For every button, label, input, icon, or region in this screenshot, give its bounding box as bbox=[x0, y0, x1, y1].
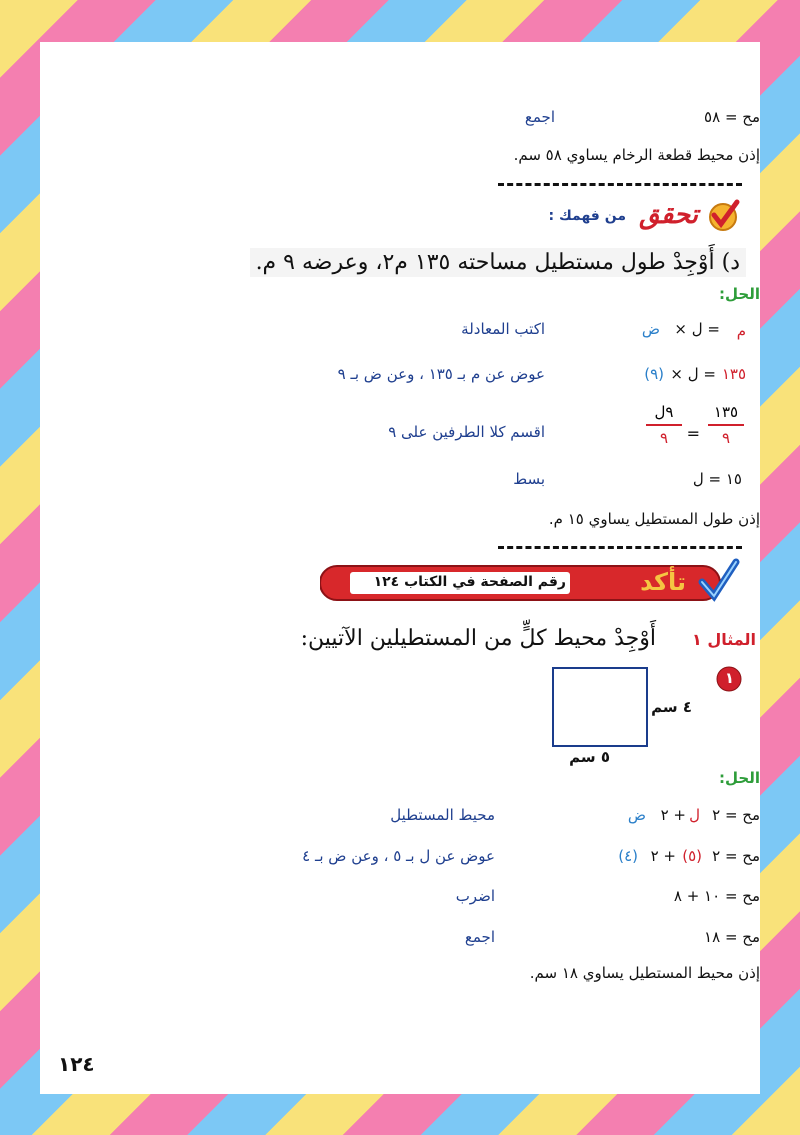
eq1-w: ض bbox=[641, 320, 660, 338]
eq2-w: (٩) bbox=[644, 365, 664, 383]
example-label: المثال ١ bbox=[692, 630, 756, 649]
frac-equals: = bbox=[686, 424, 700, 443]
reason-substitute: عوض عن م بـ ١٣٥ ، وعن ض بـ ٩ bbox=[337, 365, 545, 383]
ex-eq2-l: (٥) bbox=[682, 847, 702, 865]
confirm-check-icon bbox=[696, 558, 740, 602]
ex-eq3: مح = ١٠ + ٨ bbox=[673, 887, 760, 905]
check-subtitle: من فهمك : bbox=[548, 208, 626, 224]
reason-simplify: بسط bbox=[513, 470, 545, 488]
page-number: ١٢٤ bbox=[58, 1052, 95, 1076]
conclusion-marble: إذن محيط قطعة الرخام يساوي ٥٨ سم. bbox=[513, 146, 760, 164]
page-sheet bbox=[40, 42, 760, 1094]
solution-label-1: الحل: bbox=[719, 285, 760, 303]
conclusion-perimeter: إذن محيط المستطيل يساوي ١٨ سم. bbox=[529, 964, 760, 982]
frac-left-num: ١٣٥ bbox=[713, 403, 739, 421]
divider-2 bbox=[498, 546, 742, 549]
reason-divide: اقسم كلا الطرفين على ٩ bbox=[388, 423, 545, 441]
banner-page-ref: رقم الصفحة في الكتاب ١٢٤ bbox=[373, 574, 566, 590]
rect-bottom-label: ٥ سم bbox=[569, 748, 610, 766]
reason-multiply: اضرب bbox=[455, 887, 495, 905]
eq-sum-line: مح = ٥٨ bbox=[704, 108, 760, 126]
fraction-right bbox=[646, 403, 682, 447]
eq2-body: = ل × bbox=[670, 365, 716, 383]
reason-substitute-2: عوض عن ل بـ ٥ ، وعن ض بـ ٤ bbox=[302, 847, 495, 865]
solution-label-2: الحل: bbox=[719, 769, 760, 787]
frac-right-num: ٩ل bbox=[654, 403, 674, 421]
reason-perimeter: محيط المستطيل bbox=[390, 806, 495, 824]
eq-simplify: ١٥ = ل bbox=[692, 470, 742, 488]
fraction-left bbox=[708, 403, 744, 447]
ex-eq1-w: ض bbox=[627, 806, 646, 824]
badge-number: ١ bbox=[724, 669, 734, 687]
rect-side-label: ٤ سم bbox=[651, 698, 692, 716]
eq1-body: = ل × bbox=[674, 320, 720, 338]
rectangle-figure bbox=[552, 667, 648, 747]
reason-write-equation: اكتب المعادلة bbox=[461, 320, 545, 338]
checkmark-icon bbox=[704, 198, 742, 232]
eq2-num: ١٣٥ bbox=[721, 365, 746, 383]
ex-eq4: مح = ١٨ bbox=[704, 928, 760, 946]
reason-sum: اجمع bbox=[524, 108, 555, 126]
frac-right-den: ٩ bbox=[659, 429, 669, 447]
frac-left-den: ٩ bbox=[721, 429, 731, 447]
example-question: أَوْجِدْ محيط كلٍّ من المستطيلين الآتيين: bbox=[300, 626, 656, 651]
ex-eq1-a: مح = ٢ bbox=[712, 806, 760, 824]
conclusion-length: إذن طول المستطيل يساوي ١٥ م. bbox=[548, 510, 760, 528]
ex-eq2-w: (٤) bbox=[618, 847, 638, 865]
divider-1 bbox=[498, 183, 742, 186]
check-title: تحقق bbox=[639, 200, 698, 230]
banner-title: تأكد bbox=[640, 568, 686, 596]
check-problem: د) أَوْجِدْ طول مستطيل مساحته ١٣٥ م٢، وعرضه ٩ م. bbox=[250, 248, 746, 277]
ex-eq1-b: + ٢ bbox=[660, 806, 686, 824]
ex-eq2-b: + ٢ bbox=[650, 847, 676, 865]
ex-eq1-l: ل bbox=[689, 806, 700, 824]
reason-add: اجمع bbox=[464, 928, 495, 946]
eq1-m: م bbox=[736, 322, 746, 340]
ex-eq2-a: مح = ٢ bbox=[712, 847, 760, 865]
